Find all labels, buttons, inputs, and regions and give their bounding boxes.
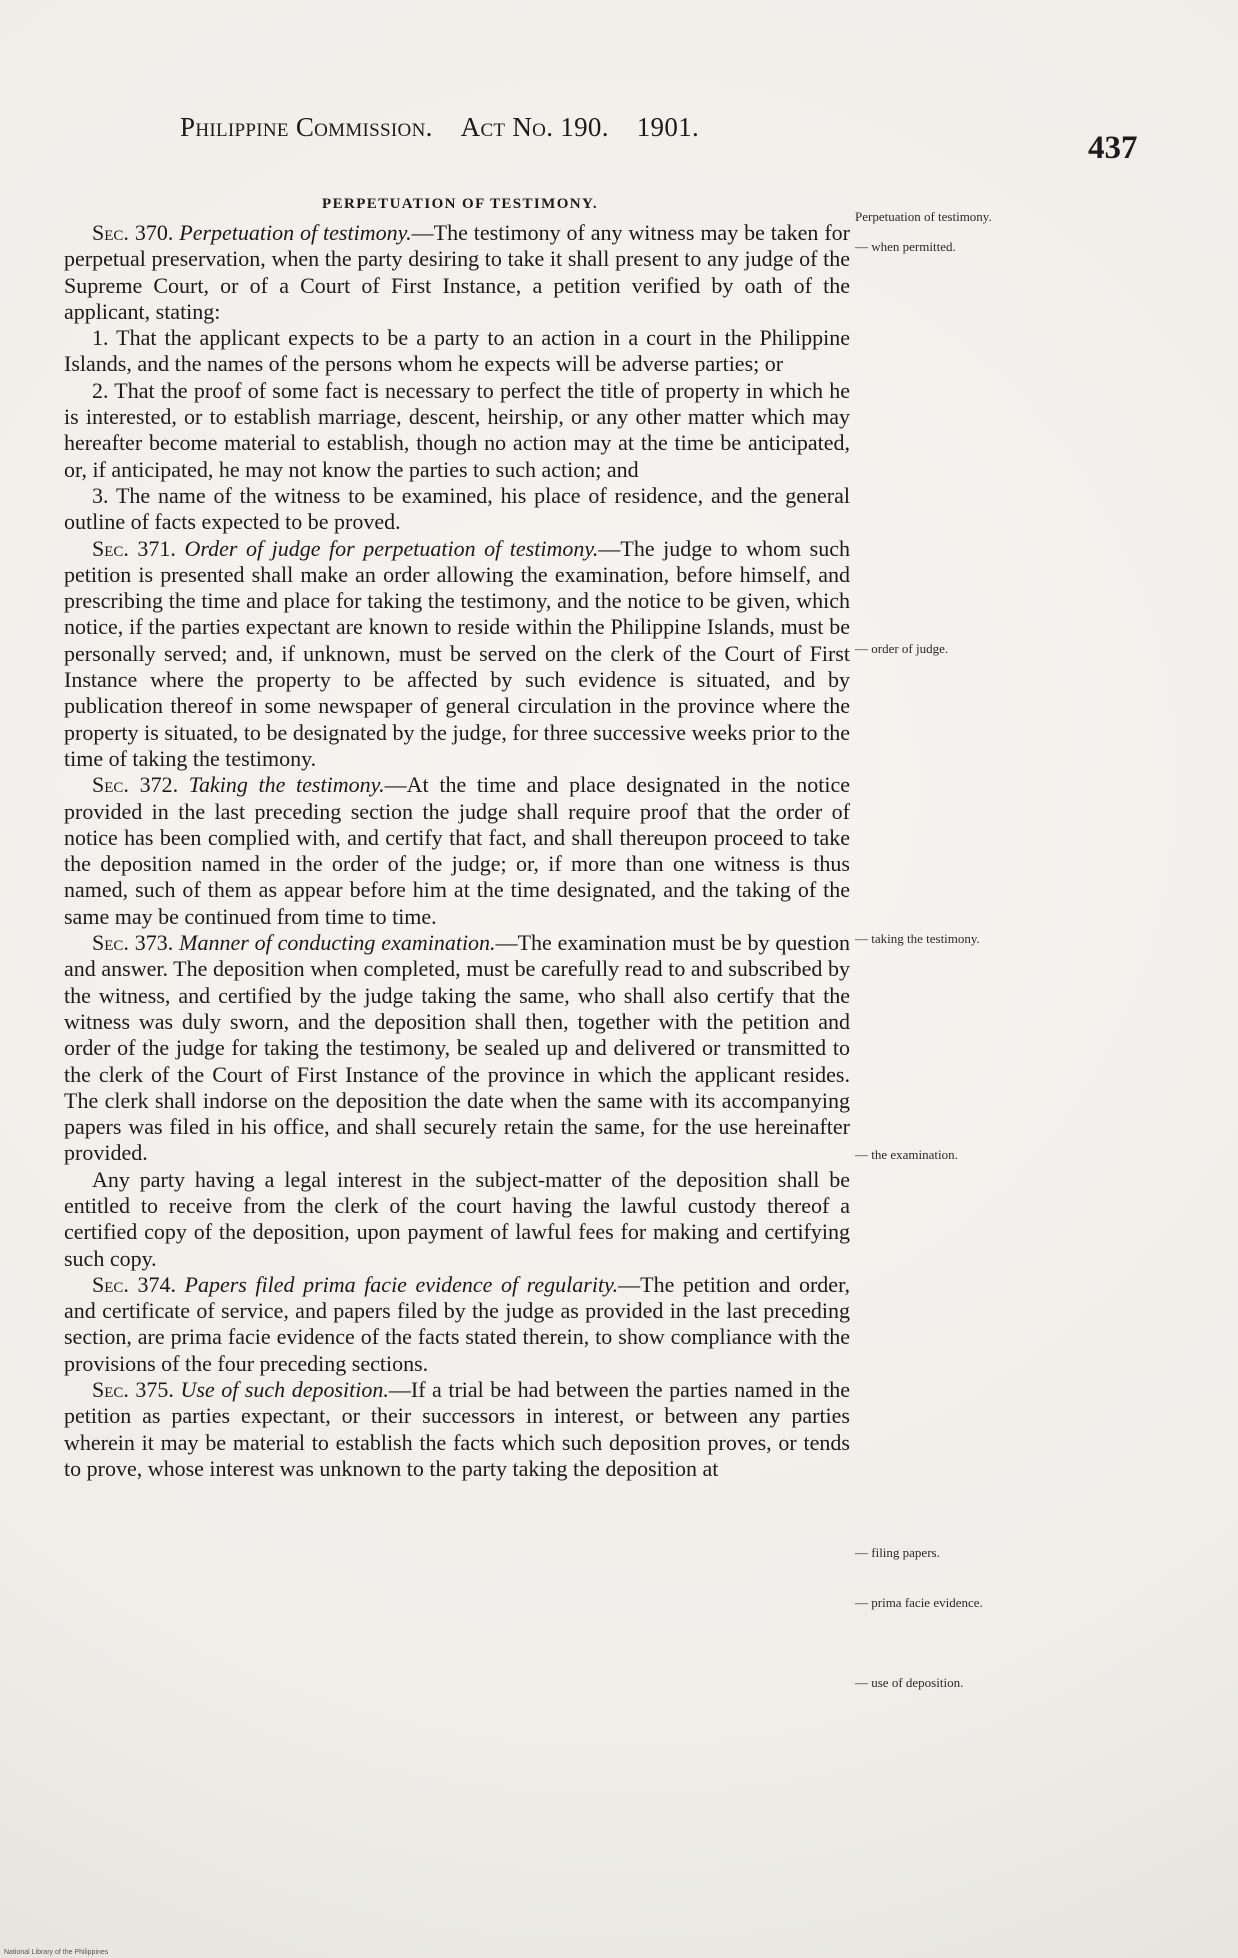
section-heading: PERPETUATION OF TESTIMONY. bbox=[322, 196, 599, 212]
header-year: 1901. bbox=[636, 112, 699, 142]
paragraph-sec-373-continued: Any party having a legal interest in the subject-matter of the deposition shall be entitled to receive from the clerk of the court having the lawful custody thereof a certified copy of the deposition, upon payment of lawful fees for making and certifying such copy. bbox=[64, 1166, 850, 1271]
margin-note: — use of deposition. bbox=[855, 1675, 964, 1690]
margin-note: — the examination. bbox=[855, 1147, 958, 1162]
footer-credit: National Library of the Philippines bbox=[4, 1949, 109, 1956]
running-header bbox=[180, 112, 740, 143]
section-body: —The petition and order, and certificate of service, and papers filed by the judge as provided in the last preceding section, are prima facie evidence of the facts stated therein, to show compliance with the provisions of the four preceding sections. bbox=[64, 1271, 851, 1376]
section-body: —The judge to whom such petition is presented shall make an order allowing the examination, before himself, and prescribing the time and place for taking the testimony, and the notice to be given, which notice, if the parties expectant are known to reside within the Philippine Islands, must be personally served; and, if unknown, must be served on the clerk of the Court of First Instance where the property to be affected by such evidence is situated, and by publication thereof in some newspaper of general circulation in the province where the property is situated, to be designated by the judge, for three successive weeks prior to the time of taking the testimony. bbox=[64, 535, 851, 771]
paragraph-sec-373 bbox=[64, 930, 850, 1167]
header-act: Act No. 190. bbox=[460, 112, 609, 142]
paragraph-sec-374 bbox=[64, 1272, 850, 1377]
section-number: Sec. 375. bbox=[92, 1377, 174, 1403]
paragraph-item-1: 1. That the applicant expects to be a party to an action in a court in the Philippine Islands, and the names of the persons whom he expects will be adverse parties; or bbox=[64, 325, 850, 377]
paragraph-item-3: 3. The name of the witness to be examined, his place of residence, and the general outline of facts expected to be proved. bbox=[64, 482, 850, 535]
section-title: Order of judge for perpetuation of testimony. bbox=[184, 535, 599, 561]
paragraph-sec-375 bbox=[64, 1377, 850, 1482]
section-title: Papers filed prima facie evidence of regularity. bbox=[184, 1271, 619, 1297]
section-body: —If a trial be had between the parties named in the petition as parties expectant, or their successors in interest, or between any parties wherein it may be material to establish the facts which such deposition proves, or tends to prove, whose interest was unknown to the party taking the deposition at bbox=[64, 1377, 850, 1481]
section-number: Sec. 371. bbox=[92, 535, 176, 561]
section-title: Use of such deposition. bbox=[180, 1377, 389, 1403]
margin-note: — order of judge. bbox=[855, 641, 949, 656]
section-title: Taking the testimony. bbox=[188, 772, 385, 798]
paragraph-sec-370 bbox=[64, 220, 850, 325]
margin-note: — when permitted. bbox=[855, 239, 956, 254]
margin-note: Perpetuation of testimony. bbox=[855, 209, 992, 224]
margin-note: — filing papers. bbox=[855, 1545, 940, 1560]
paragraph-item-2: 2. That the proof of some fact is necessary to perfect the title of property in which he is interested, or to establish marriage, descent, heirship, or any other matter which may hereafter become material to establish, though no action may at the time be anticipated, or, if anticipated, he may not know the parties to such action; and bbox=[64, 377, 850, 482]
section-number: Sec. 372. bbox=[92, 772, 179, 798]
section-number: Sec. 374. bbox=[92, 1271, 176, 1297]
section-title: Perpetuation of testimony. bbox=[179, 220, 412, 245]
section-title: Manner of conducting examination. bbox=[179, 930, 496, 956]
section-number: Sec. 373. bbox=[92, 930, 174, 956]
section-body: —At the time and place designated in the notice provided in the last preceding section the judge shall require proof that the order of notice has been complied with, and certify that fact, and shall thereupon proceed to take the deposition named in the order of the judge; or, if more than one witness is thus named, such of them as appear before him at the time designated, and the taking of the same may be continued from time to time. bbox=[64, 772, 850, 929]
section-number: Sec. 370. bbox=[92, 220, 174, 245]
paragraph-sec-371 bbox=[64, 536, 850, 773]
page-number: 437 bbox=[1088, 130, 1138, 166]
margin-note: — taking the testimony. bbox=[855, 931, 980, 946]
header-commission: Philippine Commission. bbox=[180, 112, 433, 142]
section-body: —The examination must be by question and answer. The deposition when completed, must be carefully read to and subscribed by the witness, and certified by the judge taking the same, who shall also certify that the witness was duly sworn, and the deposition shall then, together with the petition and order of the judge for taking the testimony, be sealed up and delivered or transmitted to the clerk of the Court of First Instance of the province in which the applicant resides. The clerk shall indorse on the deposition the date when the same with its accompanying papers was filed in his office, and shall securely retain the same, for the use hereinafter provided. bbox=[64, 930, 850, 1166]
paragraph-sec-372 bbox=[64, 772, 850, 930]
section-body: —The testimony of any witness may be taken for perpetual preservation, when the party desiring to take it shall present to any judge of the Supreme Court, or of a Court of First Instance, a petition verified by oath of the applicant, stating: bbox=[64, 220, 850, 324]
body-text bbox=[64, 220, 850, 1482]
margin-note: — prima facie evidence. bbox=[855, 1595, 983, 1610]
